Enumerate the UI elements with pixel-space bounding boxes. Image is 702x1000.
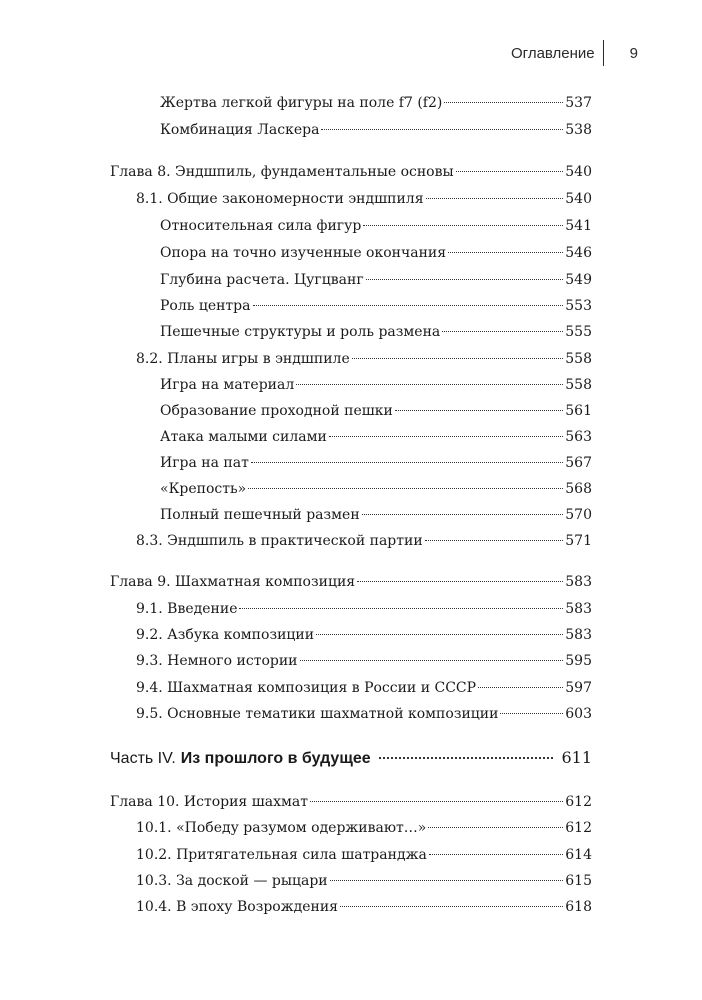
toc-line bbox=[160, 240, 592, 266]
toc-section-entry bbox=[0, 622, 702, 648]
toc-line bbox=[136, 701, 592, 727]
toc-subsection-entry bbox=[0, 502, 702, 528]
toc-line bbox=[136, 528, 592, 554]
toc-line bbox=[160, 213, 592, 239]
toc-subsection-entry bbox=[0, 213, 702, 239]
toc-subsection-entry bbox=[0, 398, 702, 424]
toc-entry-title: Глава 9. Шахматная композиция bbox=[110, 574, 356, 590]
toc-line bbox=[160, 398, 592, 424]
toc-section-entry bbox=[0, 868, 702, 894]
dot-leader bbox=[357, 581, 563, 582]
dot-leader bbox=[330, 880, 564, 881]
toc-chapter-entry bbox=[0, 789, 702, 815]
toc-entry-page: 541 bbox=[565, 218, 592, 234]
toc-chapter-entry bbox=[0, 159, 702, 185]
dot-leader bbox=[296, 384, 563, 385]
toc-subsection-entry bbox=[0, 90, 702, 116]
toc-entry-page: 615 bbox=[565, 873, 592, 889]
toc-entry-title: 10.4. В эпоху Возрождения bbox=[136, 899, 339, 915]
dot-leader bbox=[500, 713, 563, 714]
table-of-contents bbox=[0, 90, 702, 970]
toc-entry-title: 9.2. Азбука композиции bbox=[136, 627, 315, 643]
toc-entry-title: 9.3. Немного истории bbox=[136, 653, 298, 669]
toc-line bbox=[136, 894, 592, 920]
toc-line bbox=[160, 502, 592, 528]
toc-line bbox=[136, 346, 592, 372]
toc-entry-page: 538 bbox=[565, 122, 592, 138]
toc-section-entry bbox=[0, 596, 702, 622]
toc-line bbox=[136, 675, 592, 701]
toc-chapter-entry bbox=[0, 569, 702, 595]
toc-entry-title: Опора на точно изученные окончания bbox=[160, 245, 447, 261]
dot-leader bbox=[379, 757, 554, 759]
toc-subsection-entry bbox=[0, 319, 702, 345]
running-header-title: Оглавление bbox=[511, 44, 595, 62]
toc-entry-page: 555 bbox=[565, 324, 592, 340]
toc-entry-title: Полный пешечный размен bbox=[160, 507, 360, 523]
dot-leader bbox=[429, 854, 563, 855]
dot-leader bbox=[448, 252, 563, 253]
toc-subsection-entry bbox=[0, 424, 702, 450]
toc-section-entry bbox=[0, 648, 702, 674]
toc-line bbox=[160, 424, 592, 450]
dot-leader bbox=[300, 660, 564, 661]
toc-entry-title: 9.1. Введение bbox=[136, 601, 238, 617]
toc-entry-title: Относительная сила фигур bbox=[160, 218, 362, 234]
toc-entry-page: 583 bbox=[565, 601, 592, 617]
dot-leader bbox=[456, 171, 564, 172]
toc-line bbox=[136, 622, 592, 648]
toc-subsection-entry bbox=[0, 117, 702, 143]
toc-entry-title: Игра на материал bbox=[160, 377, 295, 393]
toc-entry-page: 597 bbox=[565, 680, 592, 696]
toc-entry-page: 540 bbox=[565, 164, 592, 180]
dot-leader bbox=[366, 279, 564, 280]
toc-part-prefix: Часть IV. bbox=[110, 750, 176, 767]
toc-entry-title: Образование проходной пешки bbox=[160, 403, 393, 419]
toc-line bbox=[136, 186, 592, 212]
toc-entry-title: Роль центра bbox=[160, 298, 251, 314]
toc-line bbox=[136, 648, 592, 674]
toc-entry-page: 571 bbox=[565, 533, 592, 549]
toc-subsection-entry bbox=[0, 372, 702, 398]
toc-entry-title: 10.3. За доской — рыцари bbox=[136, 873, 328, 889]
dot-leader bbox=[248, 488, 563, 489]
toc-entry-page: 540 bbox=[565, 191, 592, 207]
toc-entry-page: 563 bbox=[565, 429, 592, 445]
toc-entry-title: 8.1. Общие закономерности эндшпиля bbox=[136, 191, 424, 207]
dot-leader bbox=[310, 801, 563, 802]
toc-entry-title: Глава 8. Эндшпиль, фундаментальные основы bbox=[110, 164, 454, 180]
toc-entry-title: Глава 10. История шахмат bbox=[110, 794, 308, 810]
toc-line bbox=[110, 789, 592, 815]
dot-leader bbox=[362, 514, 564, 515]
toc-entry-page: 546 bbox=[565, 245, 592, 261]
dot-leader bbox=[428, 827, 563, 828]
toc-line bbox=[160, 90, 592, 116]
dot-leader bbox=[352, 358, 564, 359]
toc-line bbox=[136, 815, 592, 841]
dot-leader bbox=[426, 198, 564, 199]
toc-entry-title: Комбинация Ласкера bbox=[160, 122, 320, 138]
toc-line bbox=[160, 319, 592, 345]
toc-entry-page: 583 bbox=[565, 627, 592, 643]
toc-entry-page: 568 bbox=[565, 481, 592, 497]
toc-entry-page: 618 bbox=[565, 899, 592, 915]
toc-line bbox=[110, 745, 592, 771]
toc-entry-page: 595 bbox=[565, 653, 592, 669]
toc-section-entry bbox=[0, 675, 702, 701]
dot-leader bbox=[340, 906, 563, 907]
toc-subsection-entry bbox=[0, 293, 702, 319]
toc-part-entry bbox=[0, 745, 702, 771]
toc-entry-page: 561 bbox=[565, 403, 592, 419]
toc-entry-page: 603 bbox=[565, 706, 592, 722]
toc-entry-title: 8.2. Планы игры в эндшпиле bbox=[136, 351, 350, 367]
toc-entry-title: Игра на пат bbox=[160, 455, 249, 471]
dot-leader bbox=[363, 225, 563, 226]
toc-entry-page: 583 bbox=[565, 574, 592, 590]
toc-line bbox=[160, 117, 592, 143]
toc-subsection-entry bbox=[0, 240, 702, 266]
toc-entry-title: 8.3. Эндшпиль в практической партии bbox=[136, 533, 423, 549]
toc-entry-title: Жертва легкой фигуры на поле f7 (f2) bbox=[160, 95, 443, 111]
dot-leader bbox=[316, 634, 563, 635]
toc-entry-page: 567 bbox=[565, 455, 592, 471]
dot-leader bbox=[251, 462, 563, 463]
toc-line bbox=[160, 372, 592, 398]
toc-entry-title: 10.2. Притягательная сила шатранджа bbox=[136, 847, 427, 863]
toc-line bbox=[110, 569, 592, 595]
toc-line bbox=[136, 842, 592, 868]
toc-entry-page: 549 bbox=[565, 272, 592, 288]
toc-entry-page: 558 bbox=[565, 351, 592, 367]
running-header bbox=[511, 40, 638, 66]
toc-entry-page: 537 bbox=[565, 95, 592, 111]
page-number: 9 bbox=[629, 44, 638, 62]
dot-leader bbox=[425, 540, 564, 541]
toc-entry-page: 553 bbox=[565, 298, 592, 314]
toc-entry-title: Глубина расчета. Цугцванг bbox=[160, 272, 364, 288]
toc-section-entry bbox=[0, 894, 702, 920]
toc-entry-title: 9.5. Основные тематики шахматной композиции bbox=[136, 706, 499, 722]
dot-leader bbox=[395, 410, 563, 411]
toc-entry-title: Пешечные структуры и роль размена bbox=[160, 324, 441, 340]
header-divider bbox=[603, 40, 604, 66]
toc-subsection-entry bbox=[0, 476, 702, 502]
toc-line bbox=[160, 476, 592, 502]
dot-leader bbox=[444, 102, 563, 103]
toc-subsection-entry bbox=[0, 450, 702, 476]
dot-leader bbox=[442, 331, 563, 332]
toc-section-entry bbox=[0, 815, 702, 841]
toc-entry-page: 614 bbox=[565, 847, 592, 863]
toc-entry-title: Из прошлого в будущее bbox=[180, 750, 371, 767]
toc-line bbox=[160, 293, 592, 319]
dot-leader bbox=[239, 608, 563, 609]
toc-entry-page: 611 bbox=[561, 748, 592, 767]
toc-entry-title: Атака малыми силами bbox=[160, 429, 327, 445]
toc-entry-page: 558 bbox=[565, 377, 592, 393]
dot-leader bbox=[329, 436, 563, 437]
toc-entry-page: 612 bbox=[565, 820, 592, 836]
dot-leader bbox=[321, 129, 563, 130]
toc-section-entry bbox=[0, 528, 702, 554]
dot-leader bbox=[253, 305, 564, 306]
toc-section-entry bbox=[0, 346, 702, 372]
toc-line bbox=[110, 159, 592, 185]
toc-line bbox=[160, 267, 592, 293]
toc-subsection-entry bbox=[0, 267, 702, 293]
toc-entry-title: «Крепость» bbox=[160, 481, 247, 497]
toc-line bbox=[136, 868, 592, 894]
toc-line bbox=[160, 450, 592, 476]
toc-entry-title: 9.4. Шахматная композиция в России и СССР bbox=[136, 680, 477, 696]
toc-entry-page: 570 bbox=[565, 507, 592, 523]
toc-section-entry bbox=[0, 842, 702, 868]
toc-section-entry bbox=[0, 186, 702, 212]
toc-section-entry bbox=[0, 701, 702, 727]
toc-line bbox=[136, 596, 592, 622]
toc-entry-page: 612 bbox=[565, 794, 592, 810]
toc-entry-title: 10.1. «Победу разумом одерживают…» bbox=[136, 820, 427, 836]
dot-leader bbox=[478, 687, 563, 688]
